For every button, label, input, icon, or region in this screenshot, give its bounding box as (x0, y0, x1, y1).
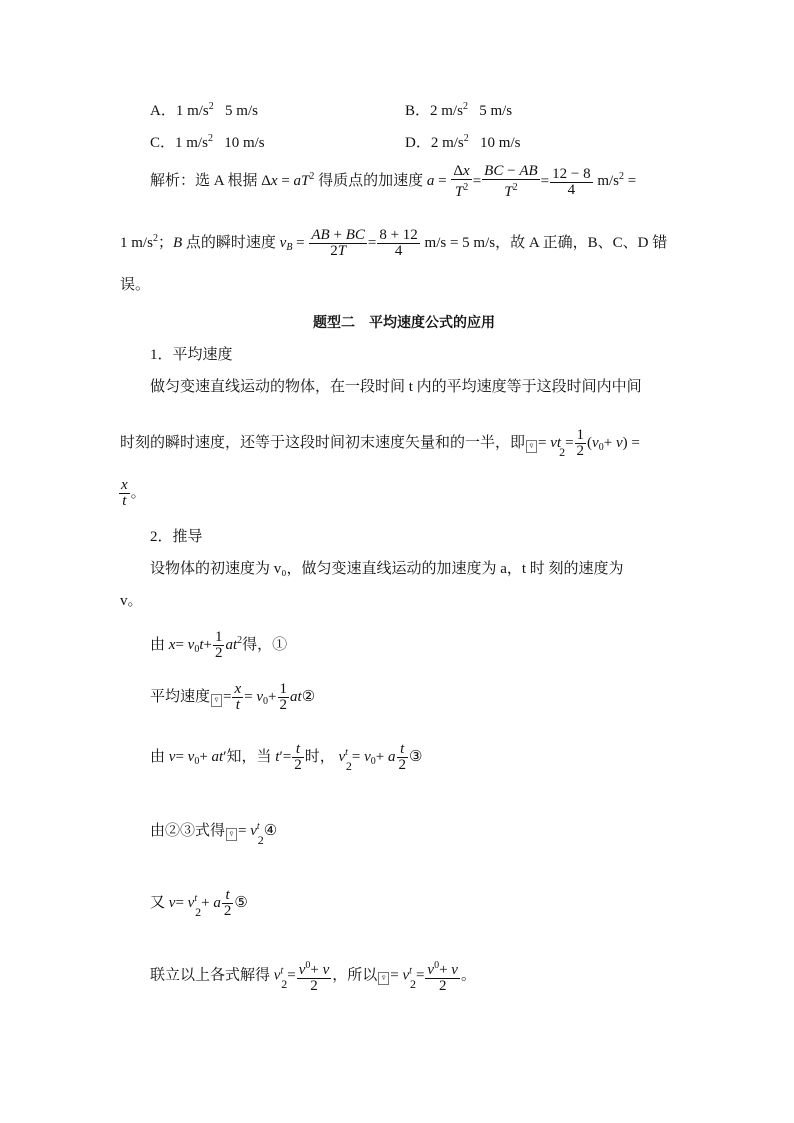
paragraph-1c: $\frac{x}{t}$ 。 (121, 477, 146, 509)
equation-2: 平均速度 v̄ = $\frac{x}{t}$ = $v_0+$ $\frac{1}{2}$ at② (150, 681, 316, 713)
option-c: C．1 $m/s^2$ 10 m/s (150, 133, 265, 151)
equation-6: 联立以上各式解得 $v^t2=$ $\frac{v^0+ v}{2}$ ，所以 v̄ = $v^t2=$ $\frac{v^0+ v}{2}$ 。 (150, 960, 476, 994)
heading-average-velocity: 1．平均速度 (150, 347, 233, 363)
equation-1: 由 $x= v_0t+$ $\frac{1}{2}$ $at^2$得，① (150, 629, 288, 661)
paragraph-2b: v。 (120, 593, 143, 609)
option-d: D．2 $m/s^2$ 10 m/s (405, 133, 521, 151)
equation-3: 由 $v= v_0+ at'$知，当 t′= $\frac{t}{2}$ 时， $v^t2= v_0+ a$ $\frac{t}{2}$ ③ (150, 741, 423, 773)
paragraph-1b: 时刻的瞬时速度，还等于这段时间初末速度矢量和的一半，即 v̄ = vt2= $\frac{1}{2}$ $(v_0+ v)$ = (120, 427, 640, 459)
paragraph-2a: 设物体的初速度为 v₀，做匀变速直线运动的加速度为 a，t 时 刻的速度为 (150, 561, 624, 577)
solution-end: 误。 (120, 277, 151, 293)
solution-line-1: 解析：选 A 根据 $\Delta x = aT^2$ 得质点的加速度 a = $\frac{\Delta x}{T^2}$ = $\frac{BC - AB}{T^2}$ = $\frac{12 - 8}{4}$ $m/s^2$ = (150, 163, 637, 200)
equation-4: 由②③式得 v̄ = $v^t2④$ (150, 821, 278, 847)
option-b: B．2 $m/s^2$ 5 m/s (405, 101, 513, 119)
heading-derivation: 2．推导 (150, 529, 203, 545)
solution-line-2: 1 $m/s^2$；B 点的瞬时速度 $v_B$ = $\frac{AB + BC}{2T}$ = $\frac{8 + 12}{4}$ m/s = 5 m/s，故 A 正确，B、C、D 错 (120, 227, 668, 259)
equation-5: 又 $v= v^t2+ a$ $\frac{t}{2}$ ⑤ (150, 887, 248, 919)
section-title: 题型二 平均速度公式的应用 (313, 315, 495, 331)
paragraph-1a: 做匀变速直线运动的物体，在一段时间 t 内的平均速度等于这段时间内中间 (150, 379, 642, 395)
option-a: A．1 $m/s^2$ 5 m/s (150, 101, 258, 119)
